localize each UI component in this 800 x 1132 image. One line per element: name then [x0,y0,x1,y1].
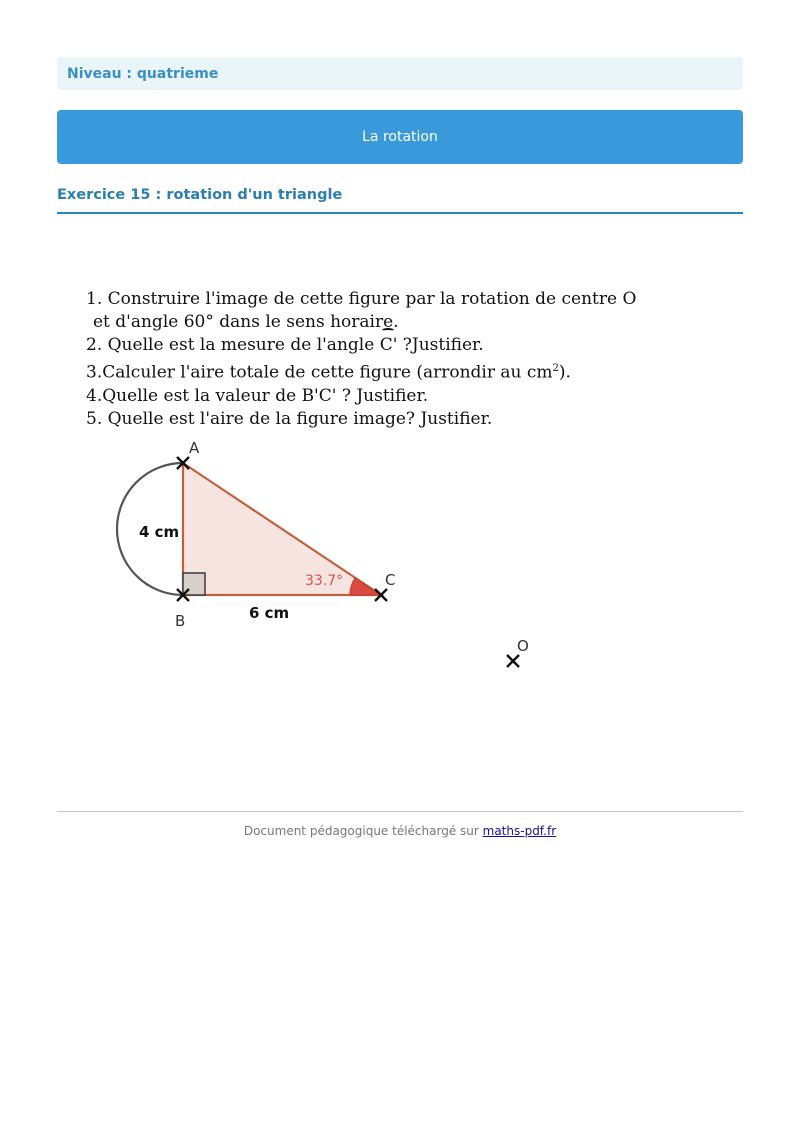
angle-c-sector [350,578,381,595]
question-3-text: 3.Calculer l'aire totale de cette figure (arrondir au cm [86,362,553,383]
level-value: quatrieme [136,65,219,82]
label-angle-c: 33.7° [305,573,344,589]
label-point-a: A [189,439,200,457]
footer-text: Document pédagogique téléchargé sur [243,824,483,838]
question-3-end: ). [558,362,571,383]
footer-link[interactable]: maths-pdf.fr [482,824,557,838]
label-side-bc: 6 cm [249,604,290,622]
question-1-line-2: et d'angle 60° dans le sens horaire. [93,312,399,332]
exercise-title: Exercice 15 : rotation d'un triangle [57,185,743,214]
angle-c-prime: C' [379,335,398,355]
footer-divider [57,811,743,812]
footer [0,824,800,838]
question-3-exponent: 2 [552,363,559,374]
level-label: Niveau : [67,65,137,82]
cross-o-icon [507,655,519,667]
question-2-text: 2. Quelle est la mesure de l'angle [86,335,380,355]
question-1-line-1: 1. Construire l'image de cette figure par la rotation de centre O [86,289,637,309]
label-side-ab: 4 cm [139,523,180,541]
triangle-abc [183,463,381,595]
question-4: 4.Quelle est la valeur de B'C' ? Justifier. [86,385,429,406]
question-2-end: ?Justifier. [397,335,484,355]
chapter-title: La rotation [362,129,438,145]
label-point-b: B [175,612,186,630]
label-point-c: C [385,571,396,589]
question-5: 5. Quelle est l'aire de la figure image? Justifier. [86,408,493,429]
label-point-o: O [517,637,529,655]
